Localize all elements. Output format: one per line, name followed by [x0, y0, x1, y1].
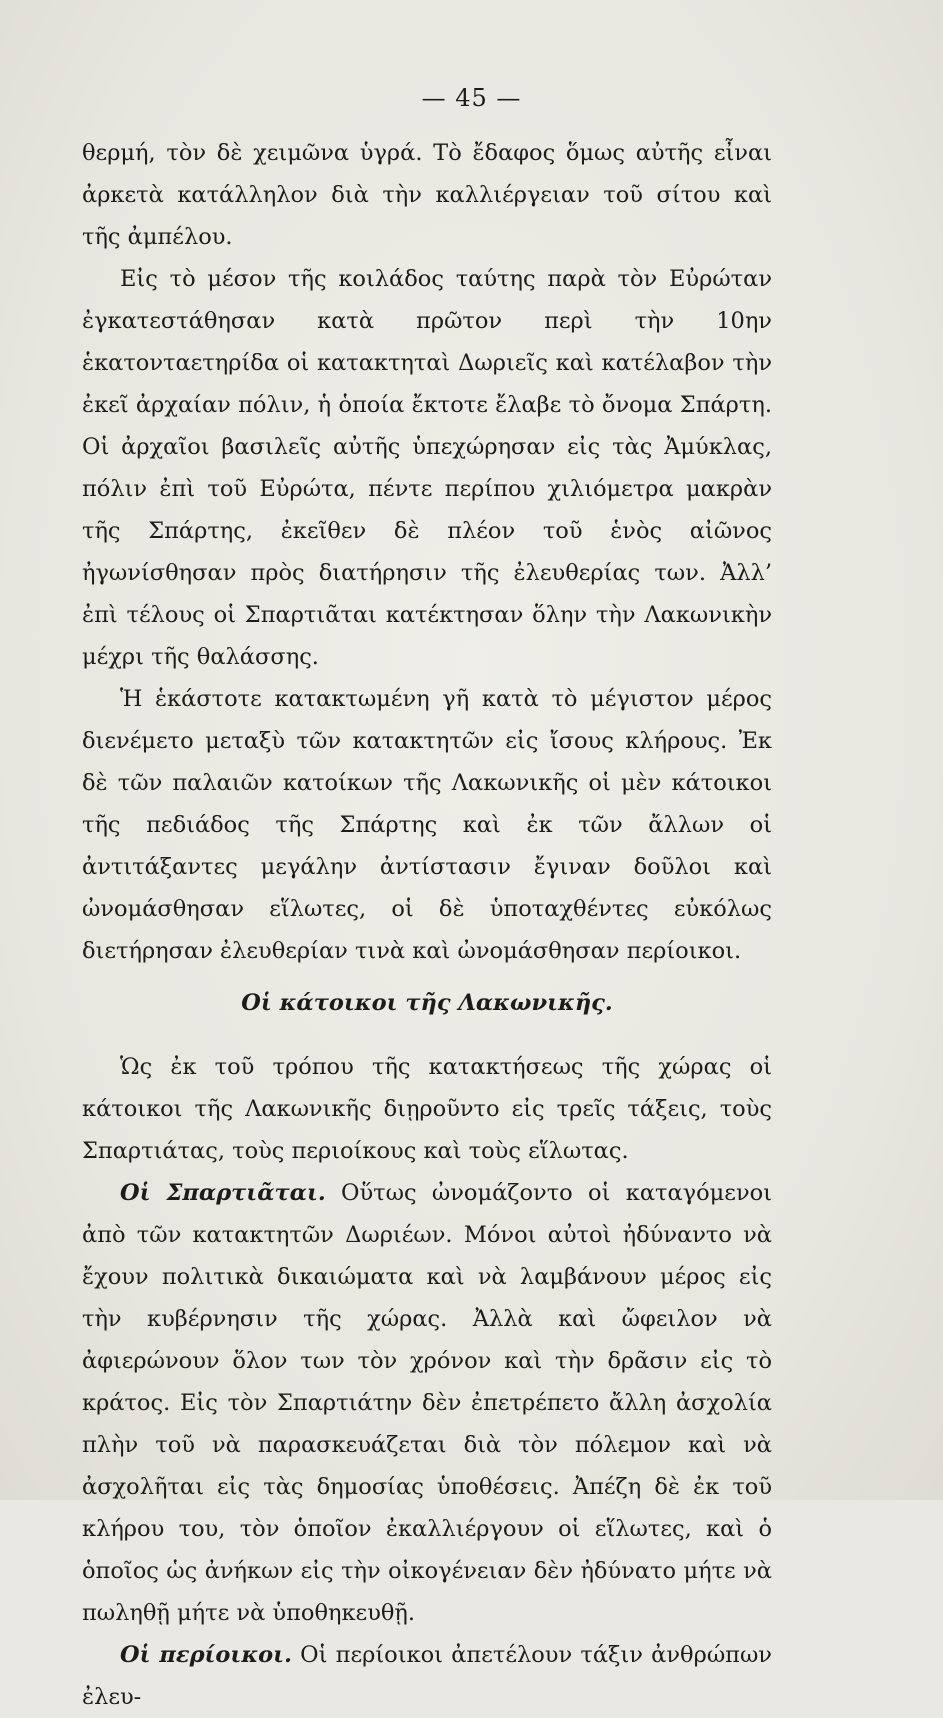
run-in-heading-perioikoi: Οἱ περίοικοι. [120, 1642, 292, 1668]
paragraph-spartiates [82, 1172, 772, 1634]
page-number: — 45 — [421, 84, 522, 112]
perioikoi-text: Οἱ περίοικοι ἀπετέλουν τάξιν ἀνθρώπων ἐλευ- [82, 1642, 772, 1710]
paragraph-dorian-settlement: Εἰς τὸ μέσον τῆς κοιλάδος ταύτης παρὰ τὸν Εὐρώταν ἐγκατεστάθησαν κατὰ πρῶτον περὶ τὴν 10ην ἑκατονταετηρίδα οἱ κατακτηταὶ Δωριεῖς καὶ κατέλαβον τὴν ἐκεῖ ἀρχαίαν πόλιν, ἡ ὁποία ἔκτοτε ἔλαβε τὸ ὄνομα Σπάρτη. Οἱ ἀρχαῖοι βασιλεῖς αὐτῆς ὑπεχώρησαν εἰς τὰς Ἀμύκλας, πόλιν ἐπὶ τοῦ Εὐρώτα, πέντε περίπου χιλιόμετρα μακρὰν τῆς Σπάρτης, ἐκεῖθεν δὲ πλέον τοῦ ἑνὸς αἰῶνος ἠγωνίσθησαν πρὸς διατήρησιν τῆς ἐλευθερίας των. Ἀλλ’ ἐπὶ τέλους οἱ Σπαρτιᾶται κατέκτησαν ὅλην τὴν Λακωνικὴν μέχρι τῆς θαλάσσης. [82, 266, 772, 670]
paragraph-perioikoi [82, 1634, 772, 1718]
paragraph-three-classes: Ὡς ἐκ τοῦ τρόπου τῆς κατακτήσεως τῆς χώρας οἱ κάτοικοι τῆς Λακωνικῆς διῃροῦντο εἰς τρεῖς τάξεις, τοὺς Σπαρτιάτας, τοὺς περιοίκους καὶ τοὺς εἵλωτας. [82, 1054, 772, 1164]
paragraph-land-division: Ἡ ἑκάστοτε κατακτωμένη γῆ κατὰ τὸ μέγιστον μέρος διενέμετο μεταξὺ τῶν κατακτητῶν εἰς ἴσους κλήρους. Ἐκ δὲ τῶν παλαιῶν κατοίκων τῆς Λακωνικῆς οἱ μὲν κάτοικοι τῆς πεδιάδος τῆς Σπάρτης καὶ ἐκ τῶν ἄλλων οἱ ἀντιτάξαντες μεγάλην ἀντίστασιν ἔγιναν δοῦλοι καὶ ὠνομάσθησαν εἵλωτες, οἱ δὲ ὑποταχθέντες εὐκόλως διετήρησαν ἐλευθερίαν τινὰ καὶ ὠνομάσθησαν περίοικοι. [82, 686, 772, 964]
section-heading: Οἱ κάτοικοι τῆς Λακωνικῆς. [241, 990, 613, 1016]
spartiates-text: Οὕτως ὠνομάζοντο οἱ καταγόμενοι ἀπὸ τῶν κατακτητῶν Δωριέων. Μόνοι αὐτοὶ ἠδύναντο νὰ ἔχουν πολιτικὰ δικαιώματα καὶ νὰ λαμβάνουν μέρος εἰς τὴν κυβέρνησιν τῆς χώρας. Ἀλλὰ καὶ ὤφειλον νὰ ἀφιερώνουν ὅλον των τὸν χρόνον καὶ τὴν δρᾶσιν εἰς τὸ κράτος. Εἰς τὸν Σπαρτιάτην δὲν ἐπετρέπετο ἄλλη ἀσχολία πλὴν τοῦ νὰ παρασκευάζεται διὰ τὸν πόλεμον καὶ νὰ ἀσχολῆται εἰς τὰς δημοσίας ὑποθέσεις. Ἀπέζη δὲ ἐκ τοῦ κλήρου του, τὸν ὁποῖον ἐκαλλιέργουν οἱ εἵλωτες, καὶ ὁ ὁποῖος ὡς ἀνήκων εἰς τὴν οἰκογένειαν δὲν ἠδύνατο μήτε νὰ πωληθῇ μήτε νὰ ὑποθηκευθῇ. [82, 1180, 772, 1626]
paragraph-continuation: θερμή, τὸν δὲ χειμῶνα ὑγρά. Τὸ ἔδαφος ὅμως αὐτῆς εἶναι ἀρκετὰ κατάλληλον διὰ τὴν καλλιέργειαν τοῦ σίτου καὶ τῆς ἀμπέλου. [82, 140, 772, 250]
run-in-heading-spartiates: Οἱ Σπαρτιᾶται. [120, 1180, 326, 1206]
body-text [82, 132, 772, 1718]
